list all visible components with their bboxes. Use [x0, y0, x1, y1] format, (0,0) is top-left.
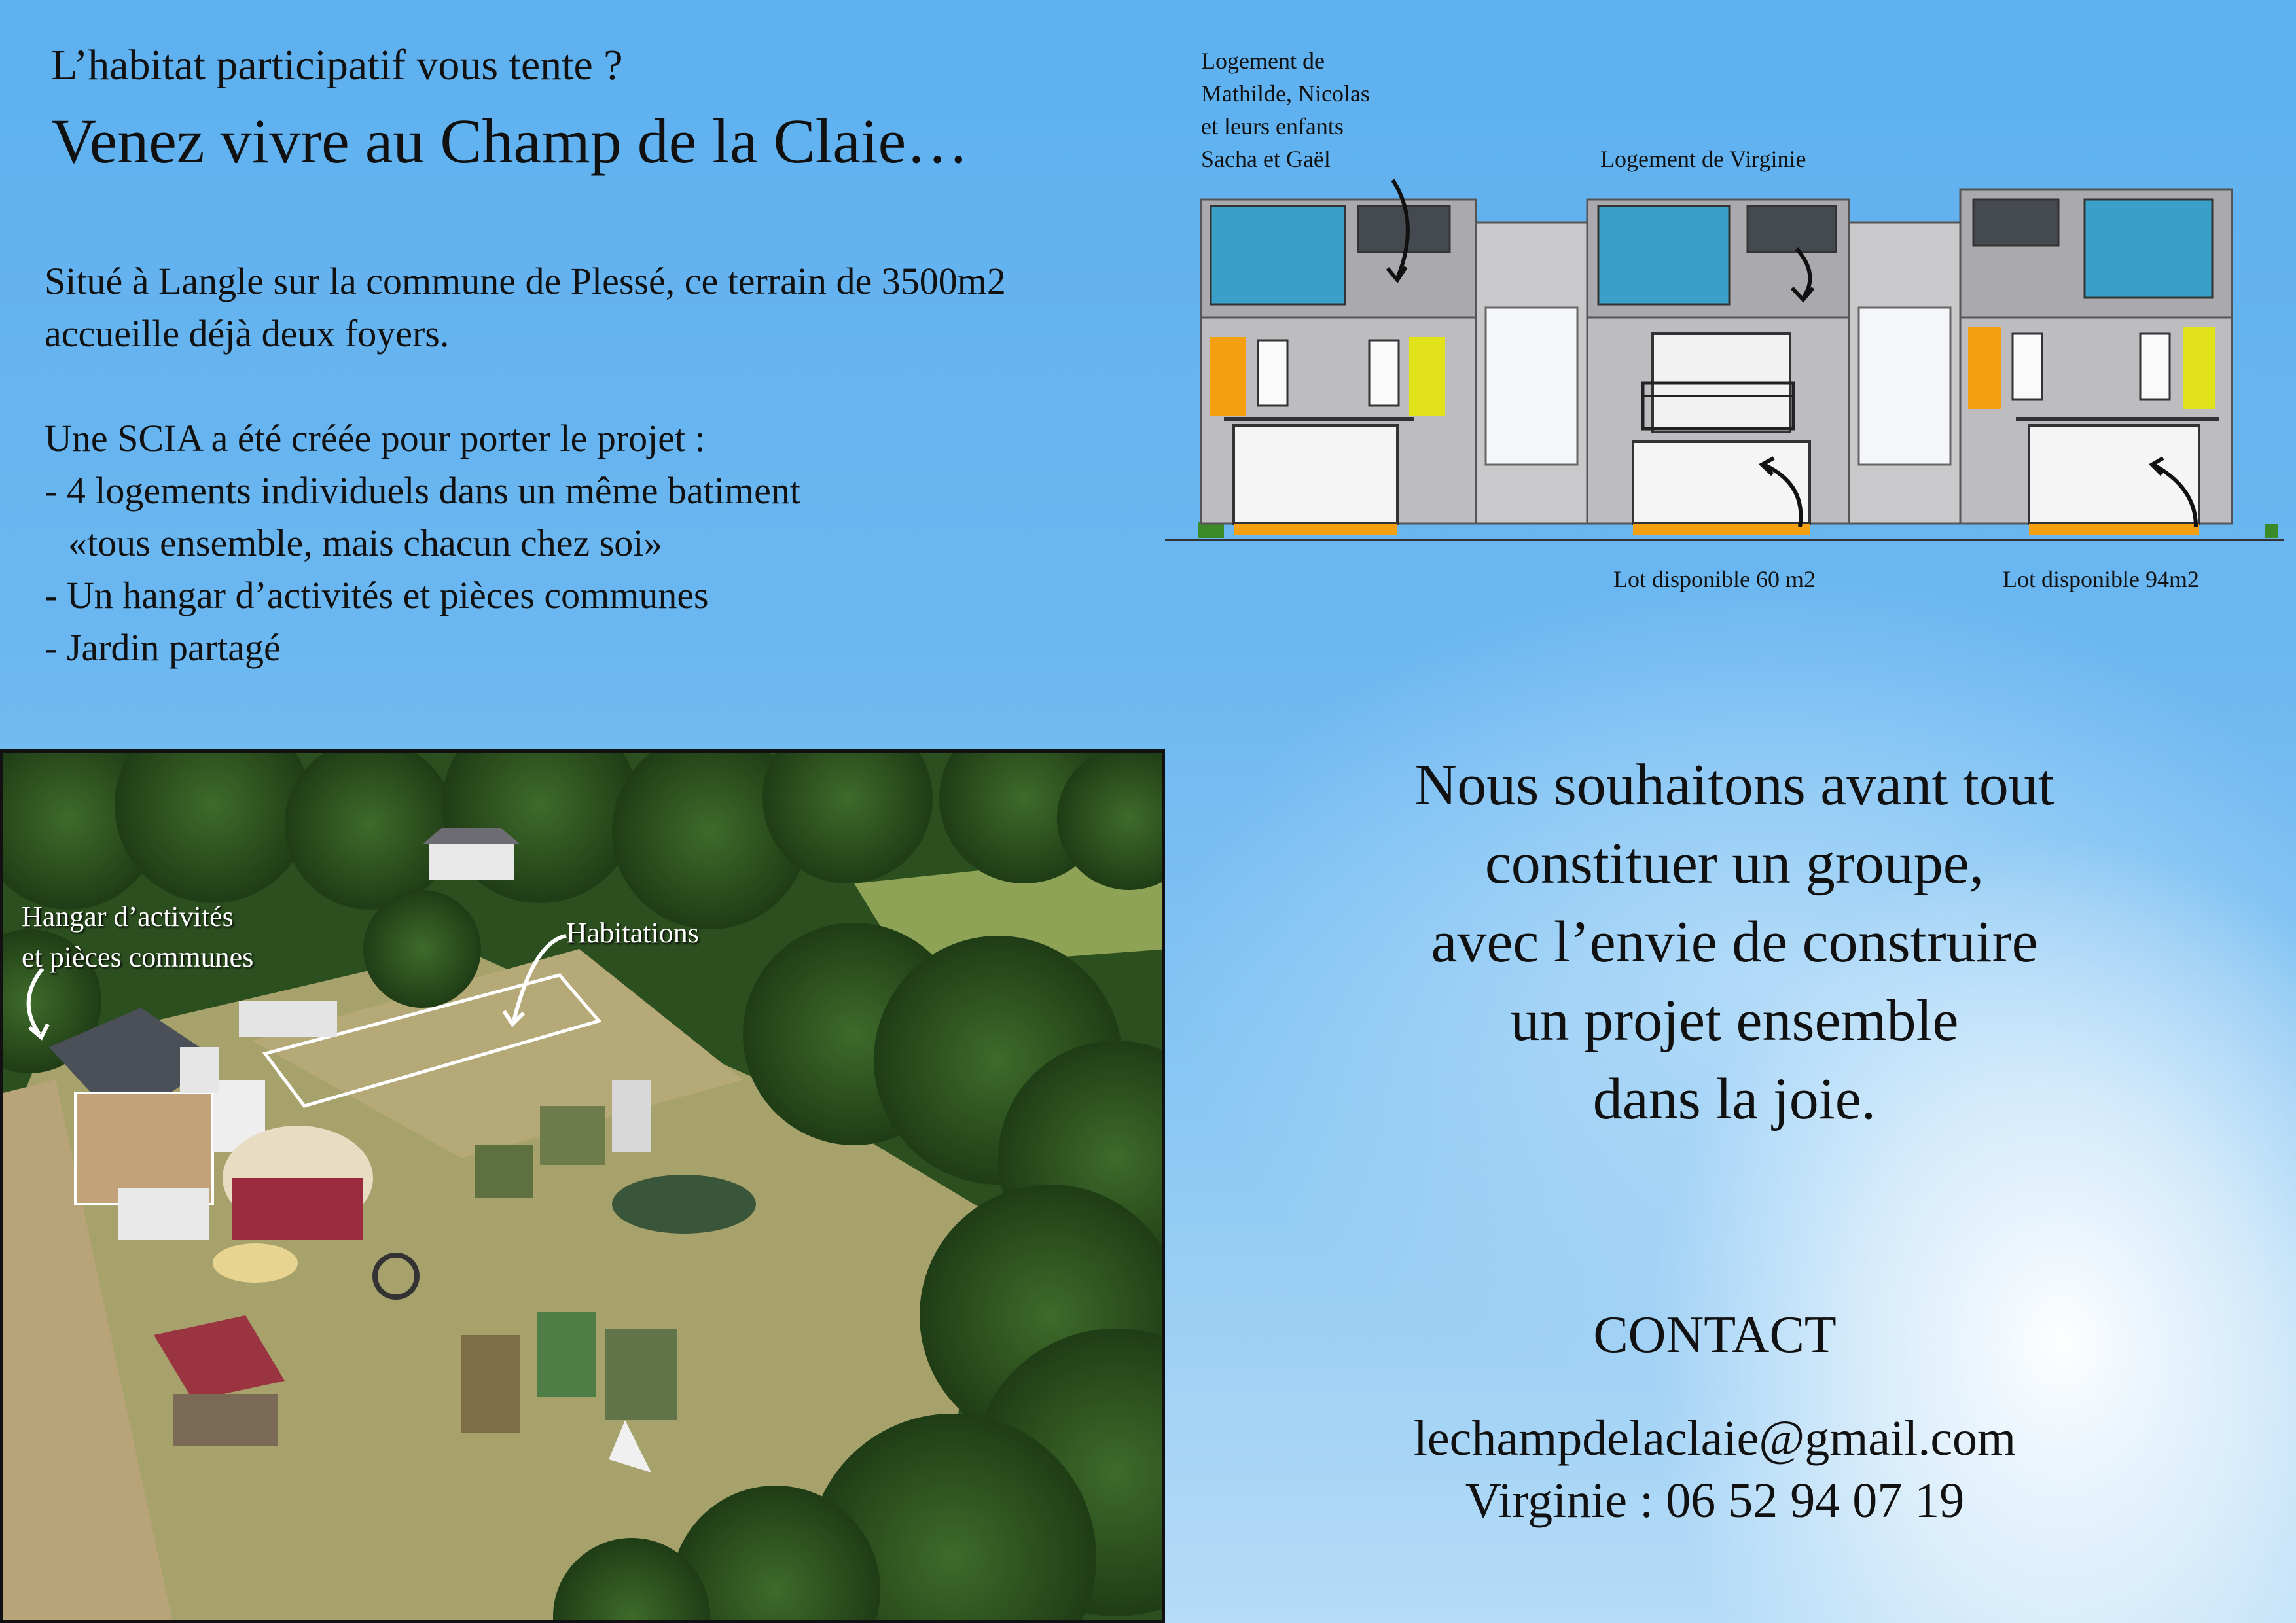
photo-label-hangar-line: et pièces communes	[22, 941, 254, 973]
photo-label-habitations: Habitations	[566, 917, 699, 949]
intro-question: L’habitat participatif vous tente ?	[51, 41, 623, 89]
aerial-photo-illustration	[3, 753, 1165, 1623]
page-title: Venez vivre au Champ de la Claie…	[51, 106, 969, 176]
message-line: constituer un groupe,	[1484, 831, 1984, 896]
contact-phone[interactable]: Virginie : 06 52 94 07 19	[1465, 1473, 1965, 1528]
group-message	[1230, 746, 2238, 1139]
label-virginie-housing: Logement de Virginie	[1600, 146, 1806, 172]
description-line-2: accueille déjà deux foyers.	[45, 312, 450, 355]
label-lot-60: Lot disponible 60 m2	[1613, 566, 1816, 592]
message-line: dans la joie.	[1592, 1067, 1876, 1132]
contact-email[interactable]: lechampdelaclaie@gmail.com	[1413, 1411, 2017, 1466]
description-paragraph	[45, 255, 1157, 360]
project-item: - 4 logements individuels dans un même batiment	[45, 469, 800, 512]
label-family-line: et leurs enfants	[1201, 113, 1344, 139]
message-line: avec l’envie de construire	[1431, 910, 2038, 974]
contact-heading: CONTACT	[1593, 1306, 1837, 1364]
aerial-photo	[0, 749, 1165, 1623]
label-family-housing	[1201, 45, 1370, 175]
description-line-1: Situé à Langle sur la commune de Plessé, ce terrain de 3500m2	[45, 260, 1006, 302]
project-item: - Un hangar d’activités et pièces communes	[45, 574, 709, 616]
label-family-line: Mathilde, Nicolas	[1201, 80, 1370, 107]
message-line: Nous souhaitons avant tout	[1414, 753, 2054, 817]
photo-label-hangar	[22, 897, 253, 978]
label-family-line: Sacha et Gaël	[1201, 146, 1331, 172]
project-item: «tous ensemble, mais chacun chez soi»	[68, 522, 663, 564]
message-line: un projet ensemble	[1510, 988, 1959, 1053]
project-list	[45, 412, 1157, 674]
project-intro: Une SCIA a été créée pour porter le projet :	[45, 417, 706, 459]
project-item: - Jardin partagé	[45, 626, 281, 669]
photo-label-hangar-line: Hangar d’activités	[22, 901, 234, 933]
label-lot-94: Lot disponible 94m2	[2003, 566, 2199, 592]
label-family-line: Logement de	[1201, 48, 1325, 74]
building-drawing	[1158, 39, 2284, 602]
